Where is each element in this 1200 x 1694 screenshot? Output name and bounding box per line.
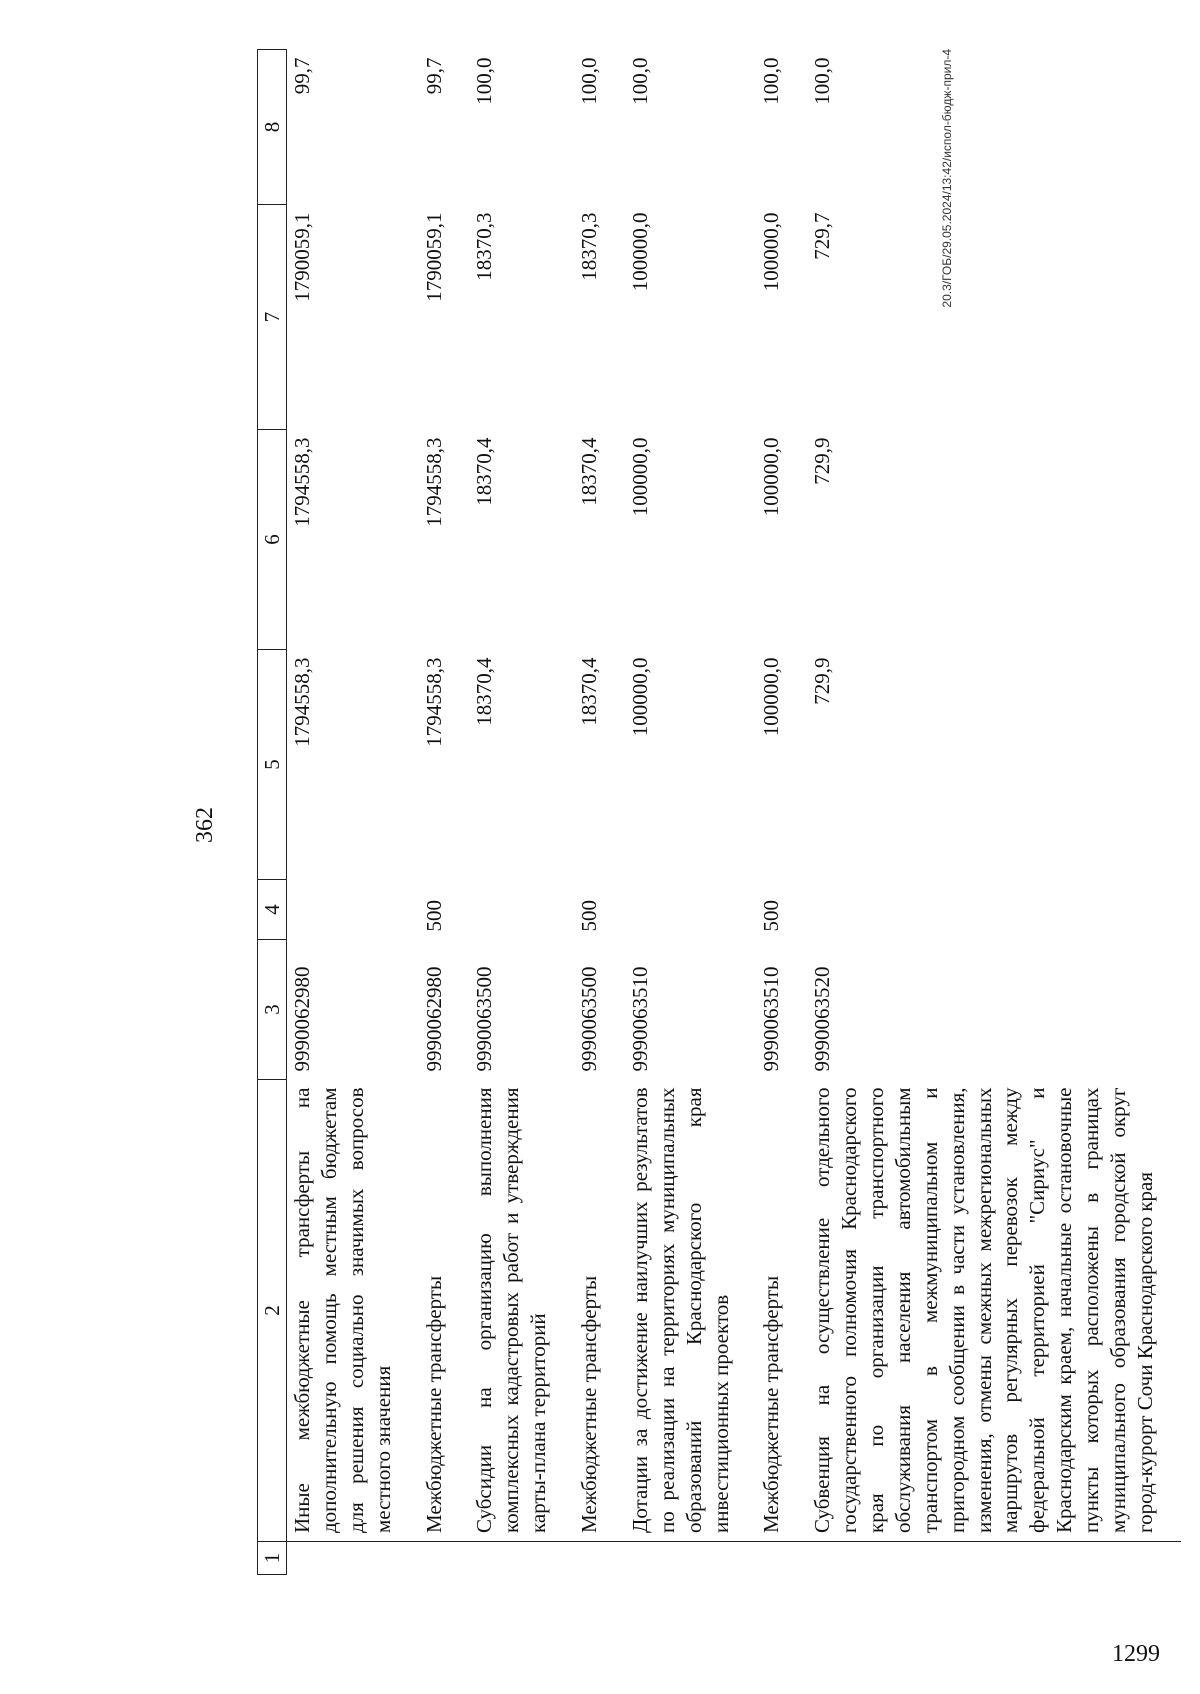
column-header: 1 — [258, 1542, 287, 1575]
row-col8: 99,7 — [290, 57, 314, 95]
row-code: 9990063520 — [810, 966, 835, 1072]
row-type: 500 — [759, 900, 784, 932]
row-code: 9990063510 — [759, 966, 784, 1072]
row-type: 500 — [421, 900, 446, 932]
table-row — [574, 50, 625, 1575]
row-description: Дотации за достижение наилучших результатов по реализации на территориях муниципальных образований Краснодарского края инвестиционных проектов — [625, 1080, 757, 1542]
budget-table — [257, 49, 1181, 1575]
row-col5: 1794558,3 — [421, 657, 446, 747]
row-col5: 729,9 — [810, 657, 835, 705]
table-row — [287, 50, 419, 1575]
row-col8: 100,0 — [759, 57, 784, 105]
row-col5: 18370,4 — [577, 657, 601, 726]
row-col7: 18370,3 — [472, 212, 497, 281]
row-type — [469, 880, 574, 940]
row-number-cell — [469, 1542, 574, 1575]
row-col8: 100,0 — [472, 57, 497, 105]
table-row — [419, 50, 470, 1575]
row-col8: 99,7 — [421, 57, 446, 95]
sheet-number: 1299 — [1112, 1641, 1160, 1667]
column-header: 3 — [258, 940, 287, 1080]
column-header: 6 — [258, 430, 287, 650]
table-row — [807, 50, 1180, 1575]
row-number-cell — [807, 1542, 1180, 1575]
row-col8: 100,0 — [627, 57, 652, 105]
row-code: 9990063510 — [627, 966, 652, 1072]
row-col7: 18370,3 — [577, 212, 601, 281]
row-col6: 1794558,3 — [290, 437, 314, 527]
row-col8: 100,0 — [577, 57, 601, 105]
row-code: 9990062980 — [421, 966, 446, 1072]
row-code: 9990063500 — [577, 966, 601, 1072]
column-header: 7 — [258, 205, 287, 430]
row-type — [625, 880, 757, 940]
column-header: 5 — [258, 650, 287, 880]
row-col6: 100000,0 — [627, 437, 652, 517]
row-col7: 100000,0 — [759, 212, 784, 292]
row-type — [807, 880, 1180, 940]
row-type: 500 — [577, 900, 601, 932]
row-col7: 100000,0 — [627, 212, 652, 292]
document-footer-stamp: 20.3/ГОБ/29.05.2024/13:42/испол-бюдж-прил-4 — [940, 49, 954, 308]
row-description: Межбюджетные трансферты — [574, 1080, 625, 1542]
table-row — [756, 50, 807, 1575]
row-number-cell — [574, 1542, 625, 1575]
row-col5: 100000,0 — [759, 657, 784, 737]
row-description: Межбюджетные трансферты — [419, 1080, 470, 1542]
row-col6: 729,9 — [810, 437, 835, 485]
row-col7: 1790059,1 — [290, 212, 314, 302]
row-col7: 1790059,1 — [421, 212, 446, 302]
row-description: Субсидии на организацию выполнения комплексных кадастровых работ и утверждения карты-плана территорий — [469, 1080, 574, 1542]
table-row — [469, 50, 574, 1575]
row-number-cell — [419, 1542, 470, 1575]
row-description: Иные межбюджетные трансферты на дополнительную помощь местным бюджетам для решения социально значимых вопросов местного значения — [287, 1080, 419, 1542]
row-code: 9990062980 — [290, 966, 314, 1072]
row-number-cell — [287, 1542, 419, 1575]
row-col6: 18370,4 — [472, 437, 497, 506]
row-col7: 729,7 — [810, 212, 835, 260]
column-header: 4 — [258, 880, 287, 940]
table-header-row — [258, 50, 287, 1575]
table-row — [625, 50, 757, 1575]
row-description: Межбюджетные трансферты — [756, 1080, 807, 1542]
row-col5: 100000,0 — [627, 657, 652, 737]
row-number-cell — [756, 1542, 807, 1575]
row-col6: 1794558,3 — [421, 437, 446, 527]
row-col5: 18370,4 — [472, 657, 497, 726]
row-description: Субвенция на осуществление отдельного государственного полномочия Краснодарского края по организации транспортного обслуживания населения автомобильным транспортом в межмуниципальном и пригородном сообщении в части установления, изменения, отмены смежных межрегиональных маршрутов регулярных перевозок между федеральной территорией "Сириус" и Краснодарским краем, начальные остановочные пункты которых расположены в границах муниципального образования городской округ город-курорт Сочи Краснодарского края — [807, 1080, 1180, 1542]
row-number-cell — [625, 1542, 757, 1575]
row-type — [287, 880, 419, 940]
row-col5: 1794558,3 — [290, 657, 314, 747]
row-col6: 18370,4 — [577, 437, 601, 506]
column-header: 8 — [258, 50, 287, 205]
row-col8: 100,0 — [810, 57, 835, 105]
column-header: 2 — [258, 1080, 287, 1542]
rotated-page-content — [180, 45, 1157, 1605]
row-code: 9990063500 — [472, 966, 497, 1072]
row-col6: 100000,0 — [759, 437, 784, 517]
page-number: 362 — [192, 807, 218, 843]
